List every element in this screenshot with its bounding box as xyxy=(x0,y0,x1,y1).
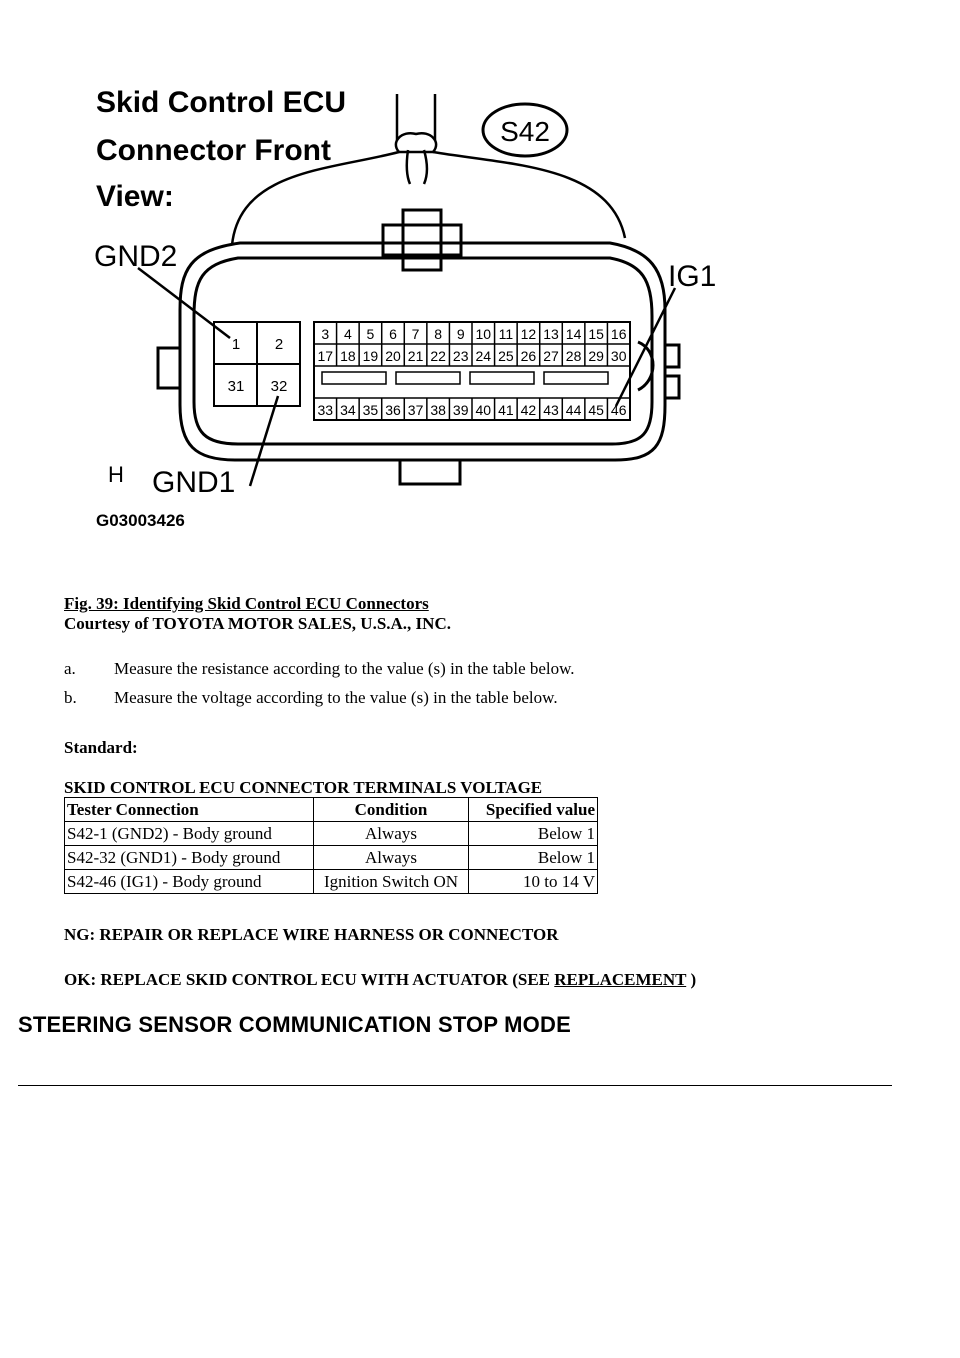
cell-value: 10 to 14 V xyxy=(469,870,598,894)
connector-code: S42 xyxy=(500,116,550,147)
label-gnd2: GND2 xyxy=(94,240,178,273)
key-slot xyxy=(322,372,386,384)
pin-38: 38 xyxy=(430,402,446,418)
pin-8: 8 xyxy=(434,326,443,342)
cell-value: Below 1 xyxy=(469,822,598,846)
pin-37: 37 xyxy=(407,402,424,418)
pin-2: 2 xyxy=(274,336,284,353)
table-header-row xyxy=(65,798,598,822)
connector-diagram xyxy=(90,80,717,550)
pin-44: 44 xyxy=(565,402,582,418)
replacement-link[interactable]: REPLACEMENT xyxy=(554,970,687,989)
cell-value: Below 1 xyxy=(469,846,598,870)
pin-41: 41 xyxy=(498,402,514,418)
pin-13: 13 xyxy=(543,326,559,342)
pin-34: 34 xyxy=(340,402,356,418)
table-row xyxy=(65,822,598,846)
pin-15: 15 xyxy=(588,326,604,342)
key-slot xyxy=(470,372,534,384)
pin-21: 21 xyxy=(407,348,424,364)
figure-heading-line-2: Connector Front xyxy=(96,134,331,167)
step-b xyxy=(64,687,575,716)
procedure-steps xyxy=(64,658,575,716)
figure-heading-line-1: Skid Control ECU xyxy=(96,86,347,119)
key-slot xyxy=(396,372,460,384)
pin-5: 5 xyxy=(366,326,375,342)
pin-26: 26 xyxy=(520,348,537,364)
label-h: H xyxy=(108,462,124,487)
pin-20: 20 xyxy=(385,348,401,364)
figure-caption xyxy=(64,594,451,634)
callout-lines xyxy=(138,268,675,486)
pin-19: 19 xyxy=(362,348,379,364)
table-row xyxy=(65,846,598,870)
pin-4: 4 xyxy=(343,326,352,342)
pin-25: 25 xyxy=(498,348,514,364)
pin-10: 10 xyxy=(475,326,492,342)
pin-12: 12 xyxy=(520,326,537,342)
pin-1: 1 xyxy=(231,336,241,353)
cell-condition: Always xyxy=(314,846,469,870)
pin-39: 39 xyxy=(452,402,469,418)
pin-18: 18 xyxy=(340,348,356,364)
pin-14: 14 xyxy=(565,326,582,342)
pin-24: 24 xyxy=(475,348,492,364)
label-gnd1: GND1 xyxy=(152,466,236,499)
step-marker: a. xyxy=(64,659,76,678)
connector-figure xyxy=(90,80,717,550)
figure-code: G03003426 xyxy=(96,511,185,530)
pin-43: 43 xyxy=(543,402,559,418)
header-specified-value: Specified value xyxy=(469,798,598,822)
pin-22: 22 xyxy=(430,348,446,364)
cell-condition: Always xyxy=(314,822,469,846)
pin-27: 27 xyxy=(543,348,559,364)
ok-suffix: ) xyxy=(686,970,697,989)
table-title: SKID CONTROL ECU CONNECTOR TERMINALS VOLTAGE xyxy=(64,778,543,797)
pin-30: 30 xyxy=(610,348,627,364)
section-divider xyxy=(18,1085,892,1086)
pin-6: 6 xyxy=(389,326,397,342)
small-pin-grid xyxy=(314,322,630,420)
figure-courtesy: Courtesy of TOYOTA MOTOR SALES, U.S.A., INC. xyxy=(64,614,451,633)
pin-row-top xyxy=(321,326,626,342)
cell-connection: S42-46 (IG1) - Body ground xyxy=(65,870,314,894)
standard-label: Standard: xyxy=(64,738,138,757)
step-text: Measure the resistance according to the value (s) in the table below. xyxy=(114,659,575,678)
pin-46: 46 xyxy=(610,402,627,418)
pin-33: 33 xyxy=(317,402,334,418)
ok-prefix: OK: REPLACE SKID CONTROL ECU WITH ACTUATOR (SEE xyxy=(64,970,555,989)
figure-title: Fig. 39: Identifying Skid Control ECU Connectors xyxy=(64,594,429,613)
pin-36: 36 xyxy=(385,402,401,418)
ok-result xyxy=(64,970,696,990)
step-text: Measure the voltage according to the value (s) in the table below. xyxy=(114,688,558,707)
pin-7: 7 xyxy=(411,326,420,342)
header-tester-connection: Tester Connection xyxy=(65,798,314,822)
pin-16: 16 xyxy=(610,326,627,342)
pin-40: 40 xyxy=(475,402,492,418)
pin-17: 17 xyxy=(317,348,334,364)
pin-28: 28 xyxy=(565,348,582,364)
cell-condition: Ignition Switch ON xyxy=(314,870,469,894)
pin-45: 45 xyxy=(588,402,604,418)
pin-32: 32 xyxy=(270,378,288,395)
pin-35: 35 xyxy=(362,402,379,418)
pin-42: 42 xyxy=(520,402,537,418)
cell-connection: S42-1 (GND2) - Body ground xyxy=(65,822,314,846)
pin-11: 11 xyxy=(498,326,514,342)
voltage-table xyxy=(64,797,598,894)
key-slot xyxy=(544,372,608,384)
pin-29: 29 xyxy=(588,348,604,364)
step-marker: b. xyxy=(64,688,77,707)
cell-connection: S42-32 (GND1) - Body ground xyxy=(65,846,314,870)
ng-result: NG: REPAIR OR REPLACE WIRE HARNESS OR CONNECTOR xyxy=(64,925,559,944)
step-a xyxy=(64,658,575,687)
pin-3: 3 xyxy=(321,326,330,342)
header-condition: Condition xyxy=(314,798,469,822)
figure-heading-line-3: View: xyxy=(96,180,174,213)
section-heading: STEERING SENSOR COMMUNICATION STOP MODE xyxy=(18,1012,571,1037)
label-ig1: IG1 xyxy=(668,260,717,293)
pin-9: 9 xyxy=(456,326,465,342)
table-row xyxy=(65,870,598,894)
pin-23: 23 xyxy=(452,348,469,364)
pin-31: 31 xyxy=(227,378,245,395)
